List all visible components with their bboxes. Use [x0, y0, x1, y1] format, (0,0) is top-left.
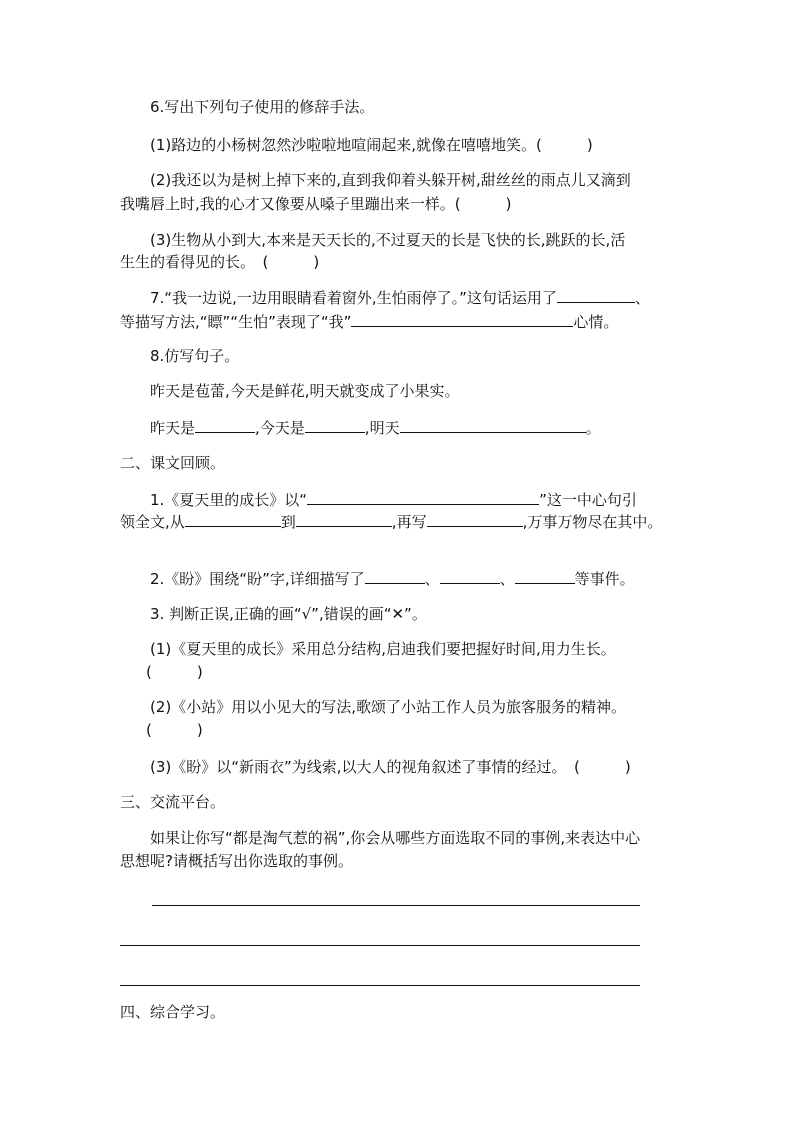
judgement-3: (3)《盼》以“新雨衣”为线索,以大人的视角叙述了事情的经过。 ( ) — [150, 758, 631, 776]
answer-blank[interactable] — [296, 510, 392, 527]
imitation-text-3: ,明天 — [364, 419, 400, 437]
section-2-q1-line-2 — [120, 510, 662, 533]
question-8-title: 8.仿写句子。 — [150, 347, 240, 365]
question-6-title: 6.写出下列句子使用的修辞手法。 — [150, 98, 375, 116]
judgement-1-parentheses[interactable]: ( ) — [146, 663, 203, 681]
section-3-heading: 三、交流平台。 — [120, 793, 226, 811]
question-6-sentence-3-line-1: (3)生物从小到大,本来是天天长的,不过夏天的长是飞快的长,跳跃的长,活 — [150, 231, 626, 249]
question-7-line-2 — [120, 310, 618, 333]
section-2-q1-text-5: ,再写 — [391, 513, 427, 531]
answer-blank[interactable] — [195, 416, 255, 433]
section-2-q2-text: 2.《盼》围绕“盼”字,详细描写了 — [150, 570, 365, 588]
separator: 、 — [424, 570, 440, 588]
answer-blank[interactable] — [365, 567, 425, 584]
answer-blank[interactable] — [515, 567, 575, 584]
imitation-text-2: ,今天是 — [255, 419, 305, 437]
section-4-heading: 四、综合学习。 — [120, 1003, 226, 1021]
answer-line[interactable] — [120, 945, 640, 946]
section-2-q1-text-6: ,万事万物尽在其中。 — [522, 513, 663, 531]
section-2-q2-end: 等事件。 — [574, 570, 635, 588]
judgement-2-parentheses[interactable]: ( ) — [146, 721, 203, 739]
section-3-prompt-line-2: 思想呢?请概括写出你选取的事例。 — [120, 852, 353, 870]
judgement-1: (1)《夏天里的成长》采用总分结构,启迪我们要把握好时间,用力生长。 — [150, 640, 616, 658]
question-7-text-1: 7.“我一边说,一边用眼睛看着窗外,生怕雨停了。”这句话运用了 — [150, 289, 557, 307]
section-2-q1-text-3: 领全文,从 — [120, 513, 185, 531]
question-6-sentence-2-line-1: (2)我还以为是树上掉下来的,直到我仰着头躲开树,甜丝丝的雨点儿又滴到 — [150, 171, 631, 189]
question-7-text-2: 等描写方法,“瞟”“生怕”表现了“我” — [120, 313, 352, 331]
question-6-sentence-2-line-2: 我嘴唇上时,我的心才又像要从嗓子里蹦出来一样。( ) — [120, 195, 512, 213]
section-2-q2 — [150, 567, 635, 590]
answer-blank[interactable] — [400, 416, 586, 433]
section-2-q1-text-4: 到 — [280, 513, 296, 531]
answer-blank[interactable] — [427, 510, 523, 527]
section-2-q3-title: 3. 判断正误,正确的画“√”,错误的画“✕”。 — [150, 605, 427, 623]
section-2-q1-line-1 — [150, 488, 637, 511]
section-3-prompt-line-1: 如果让你写“都是淘气惹的祸”,你会从哪些方面选取不同的事例,来表达中心 — [150, 829, 641, 847]
answer-line[interactable] — [152, 905, 640, 906]
answer-line[interactable] — [120, 985, 640, 986]
section-2-q1-text-1: 1.《夏天里的成长》以“ — [150, 491, 308, 509]
answer-blank[interactable] — [440, 567, 500, 584]
question-7-separator: 、 — [634, 289, 650, 307]
answer-blank[interactable] — [307, 488, 539, 505]
question-8-imitation — [150, 416, 601, 439]
answer-blank[interactable] — [557, 286, 635, 303]
answer-blank[interactable] — [305, 416, 365, 433]
question-6-sentence-1: (1)路边的小杨树忽然沙啦啦地喧闹起来,就像在嘻嘻地笑。( ) — [150, 136, 593, 154]
question-6-sentence-3-line-2: 生生的看得见的长。 ( ) — [120, 253, 320, 271]
question-7-text-3: 心情。 — [573, 313, 619, 331]
separator: 、 — [499, 570, 515, 588]
section-2-q1-text-2: ”这一中心句引 — [539, 491, 637, 509]
question-8-example: 昨天是苞蕾,今天是鲜花,明天就变成了小果实。 — [150, 382, 460, 400]
answer-blank[interactable] — [351, 310, 573, 327]
imitation-text-4: 。 — [585, 419, 601, 437]
question-7-line-1 — [150, 286, 650, 309]
judgement-2: (2)《小站》用以小见大的写法,歌颂了小站工作人员为旅客服务的精神。 — [150, 698, 627, 716]
section-2-heading: 二、课文回顾。 — [120, 454, 226, 472]
answer-blank[interactable] — [185, 510, 281, 527]
imitation-text-1: 昨天是 — [150, 419, 196, 437]
